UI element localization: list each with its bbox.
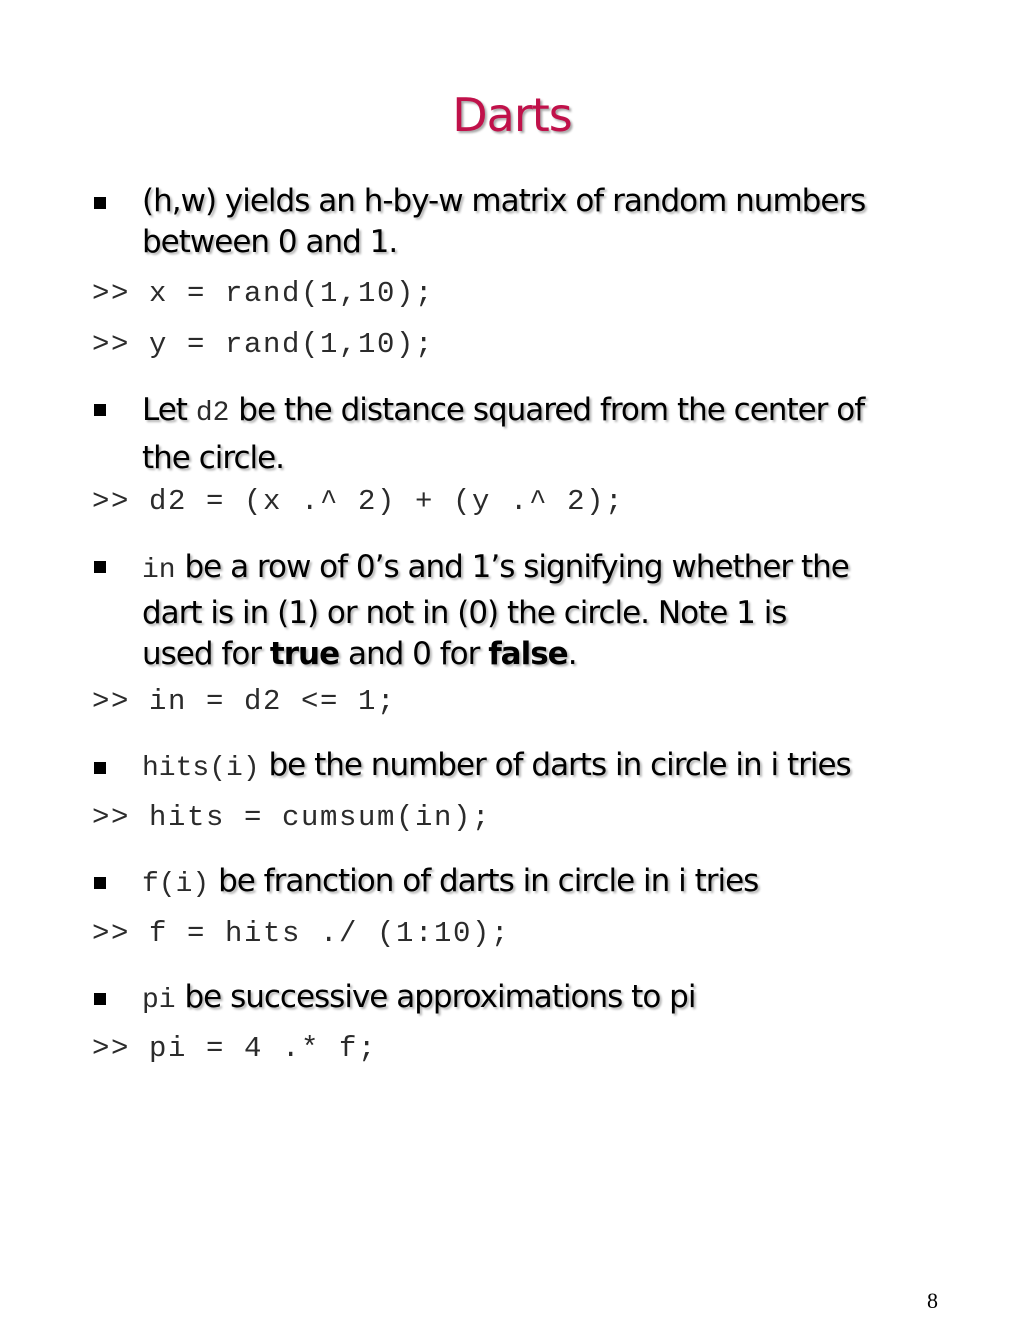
bullet-text-line: between 0 and 1. — [142, 224, 398, 260]
bullet-text: be the distance squared from the center of — [229, 392, 865, 428]
bullet-text: be successive approximations to pi — [175, 979, 696, 1015]
inline-code: in — [142, 555, 176, 586]
bullet-marker — [94, 877, 106, 889]
bullet-text: Let — [142, 392, 196, 428]
bold-text: true — [269, 636, 340, 672]
bullet-marker — [94, 404, 106, 416]
bullet-in-description — [142, 545, 972, 675]
bullet-text-line — [142, 388, 972, 436]
command-line-f: >> f = hits ./ (1:10); — [92, 917, 511, 950]
command-line-y: >> y = rand(1,10); — [92, 328, 435, 361]
bullet-marker — [94, 197, 106, 209]
bullet-text: be a row of 0’s and 1’s signifying whether the — [175, 549, 849, 585]
bullet-text-line: (h,w) yields an h-by-w matrix of random numbers — [142, 183, 866, 219]
inline-code: f(i) — [142, 869, 210, 900]
bullet-text-line: dart is in (1) or not in (0) the circle. Note 1 is — [142, 595, 787, 631]
bold-text: false — [488, 636, 568, 672]
command-line-in: >> in = d2 <= 1; — [92, 685, 397, 718]
bullet-text: . — [567, 636, 577, 672]
bullet-marker — [94, 993, 106, 1005]
bullet-marker — [94, 762, 106, 774]
slide-title: Darts — [452, 88, 572, 142]
bullet-pi-description — [142, 977, 972, 1021]
bullet-text: used for — [142, 636, 270, 672]
page-number: 8 — [927, 1288, 938, 1313]
bullet-hits-description — [142, 745, 972, 789]
bullet-f-description — [142, 861, 972, 905]
bullet-text-line — [142, 745, 972, 789]
inline-code: d2 — [195, 398, 230, 429]
bullet-text: be franction of darts in circle in i tries — [209, 863, 759, 899]
inline-code: hits(i) — [142, 753, 260, 784]
inline-code: pi — [142, 985, 176, 1016]
bullet-text-line — [142, 634, 972, 675]
command-line-x: >> x = rand(1,10); — [92, 277, 435, 310]
bullet-text-line — [142, 545, 972, 593]
bullet-text: and 0 for — [339, 636, 489, 672]
bullet-text-line — [142, 977, 972, 1021]
command-line-pi: >> pi = 4 .* f; — [92, 1032, 378, 1065]
bullet-text-line — [142, 861, 972, 905]
bullet-d2-description — [142, 388, 972, 481]
bullet-rand-description — [142, 181, 972, 263]
bullet-text-line: the circle. — [142, 440, 285, 476]
command-line-d2: >> d2 = (x .^ 2) + (y .^ 2); — [92, 485, 625, 518]
command-line-hits: >> hits = cumsum(in); — [92, 801, 492, 834]
bullet-marker — [94, 561, 106, 573]
bullet-text: be the number of darts in circle in i tries — [259, 747, 851, 783]
